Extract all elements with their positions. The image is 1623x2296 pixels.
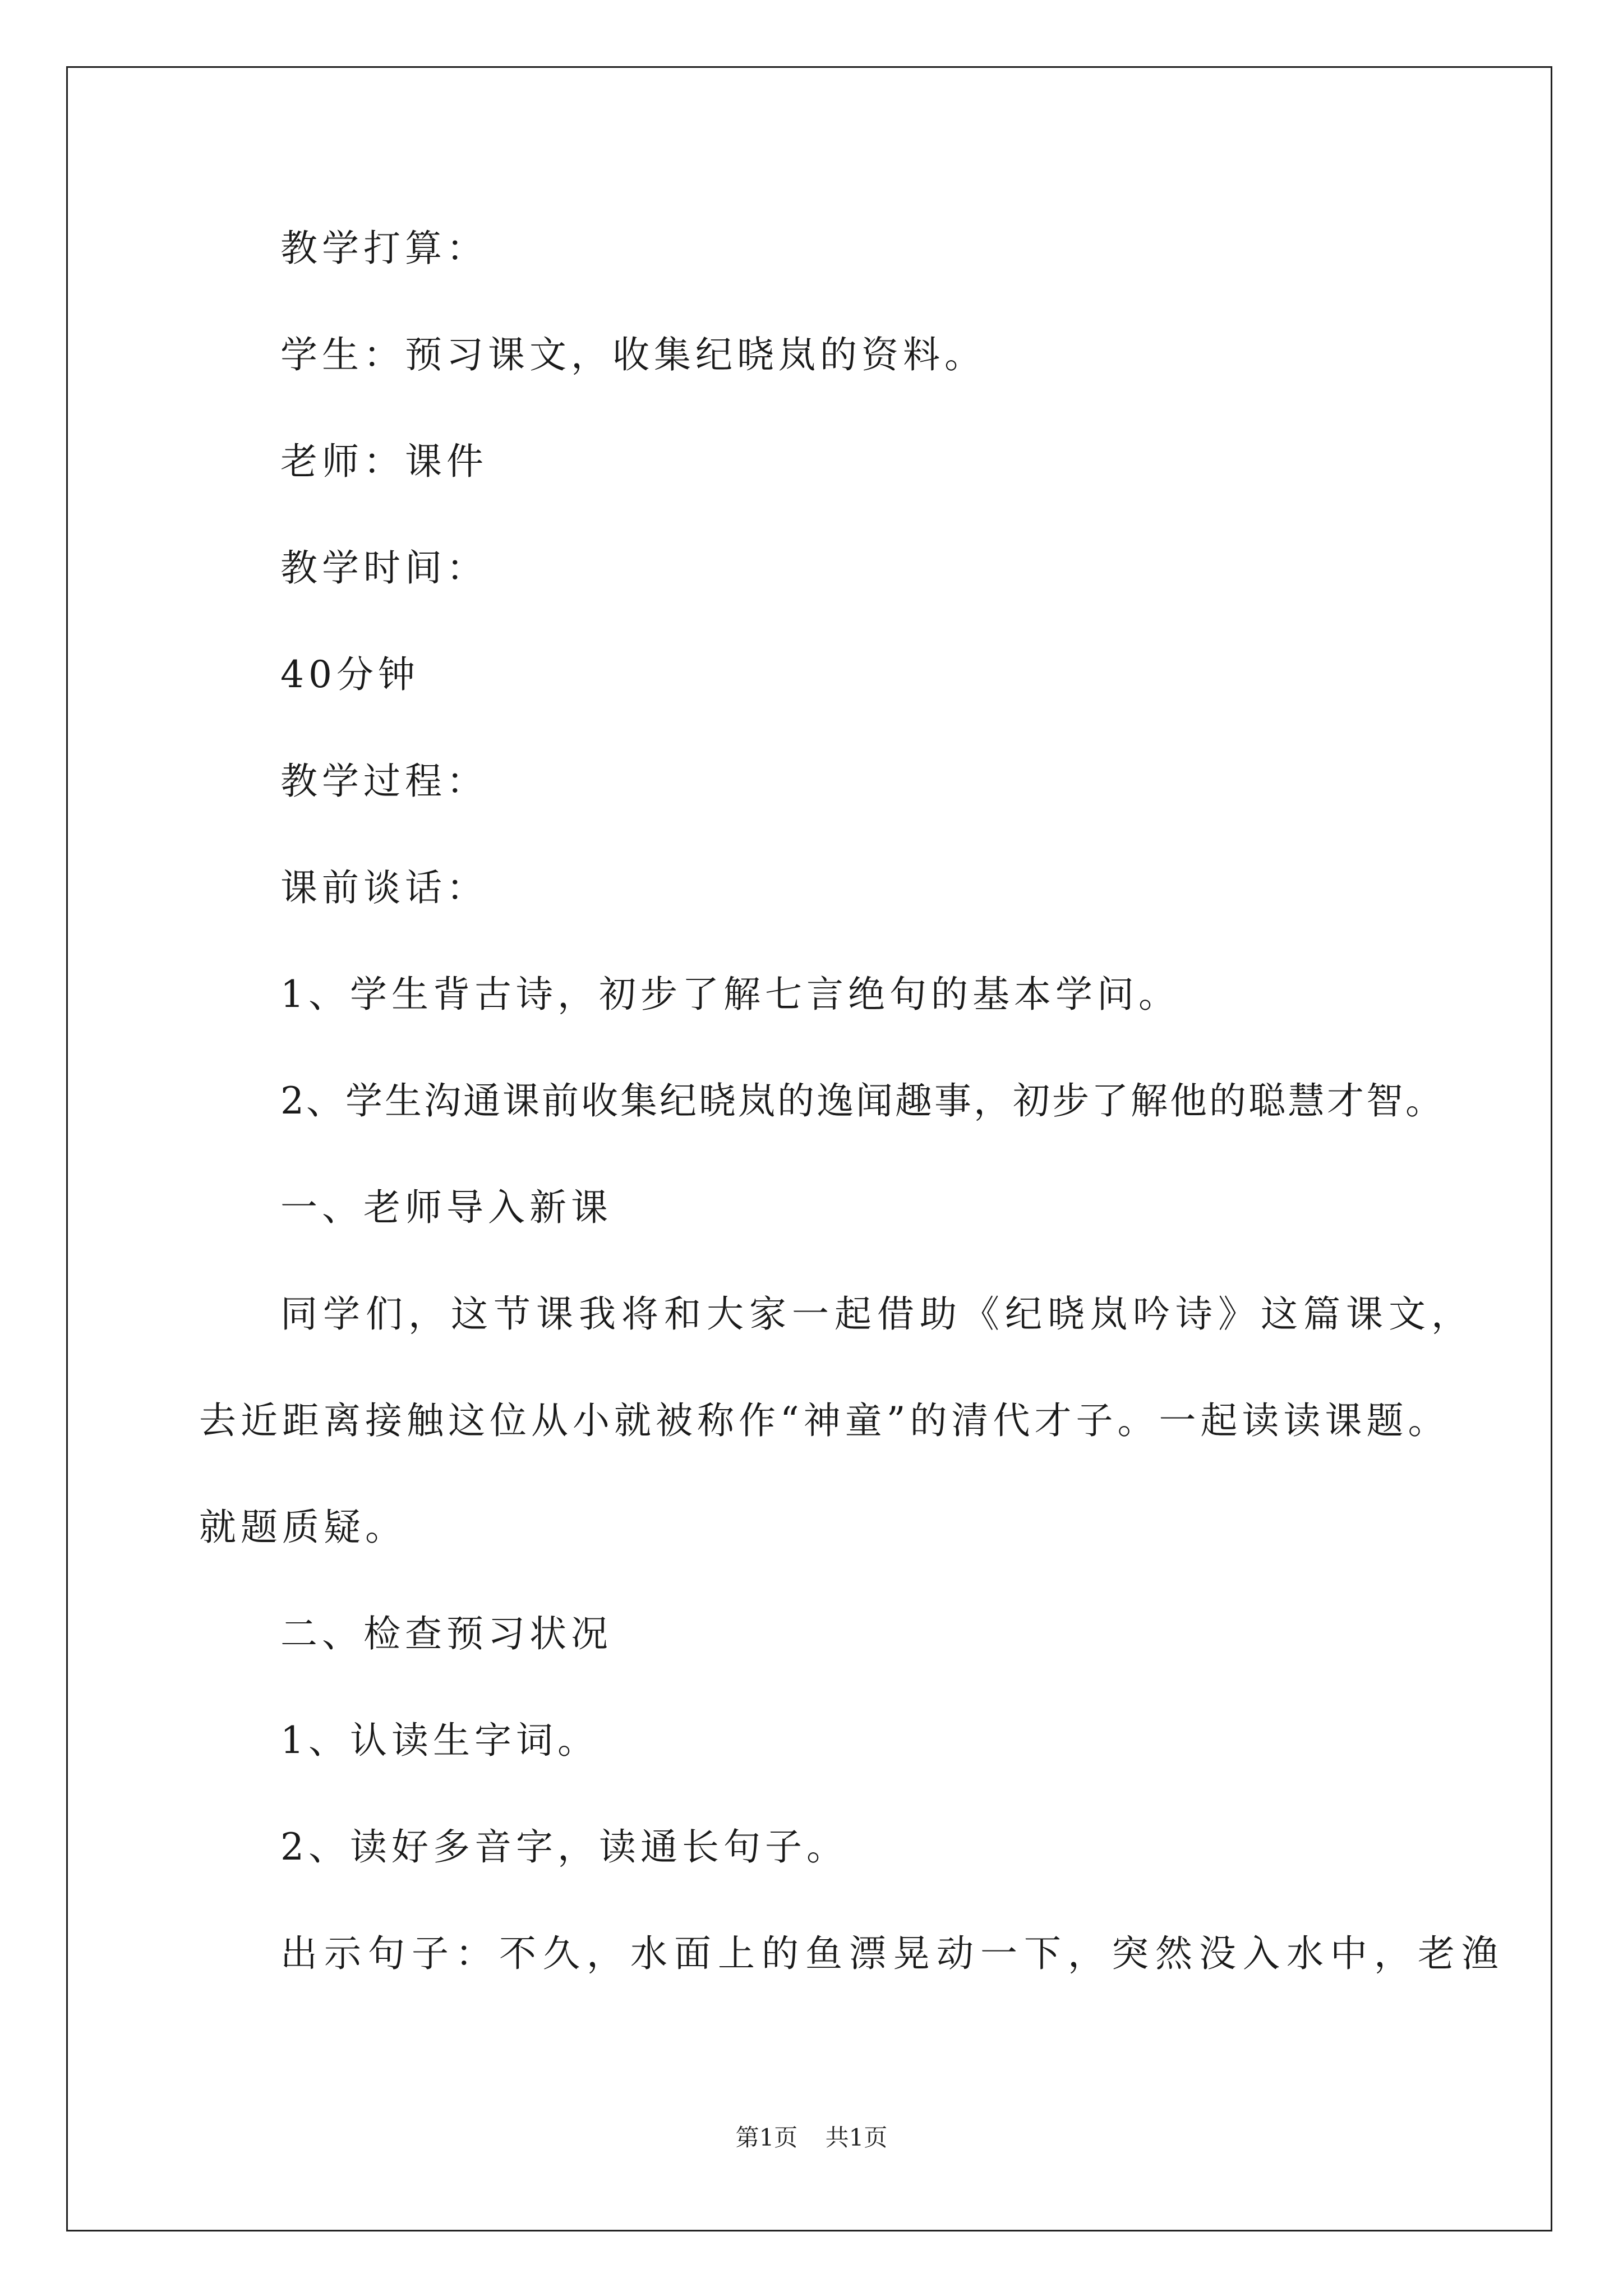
line-teaching-time: 教学时间：: [280, 546, 488, 590]
line-student-prep: 学生：预习课文，收集纪晓岚的资料。: [280, 333, 986, 376]
section-heading-2: 二、检查预习状况: [280, 1612, 612, 1655]
page-footer: [0, 2119, 1623, 2153]
line-item-1: 1、学生背古诗，初步了解七言绝句的基本学问。: [280, 973, 1180, 1016]
footer-total-pages: 共1页: [825, 2124, 888, 2151]
line-teaching-process: 教学过程：: [280, 760, 488, 803]
line-item-2: 2、学生沟通课前收集纪晓岚的逸闻趣事，初步了解他的聪慧才智。: [280, 1079, 1445, 1122]
footer-page-number: 第1页: [735, 2124, 798, 2151]
paragraph-intro-line-1: 同学们，这节课我将和大家一起借助《纪晓岚吟诗》这篇课文，: [280, 1292, 1474, 1336]
paragraph-intro-line-2: 去近距离接触这位从小就被称作“神童”的清代才子。一起读读课题。: [199, 1399, 1450, 1442]
line-pre-class-talk: 课前谈话：: [280, 866, 488, 909]
line-read-words: 1、认读生字词。: [280, 1719, 599, 1762]
line-duration: 40分钟: [280, 653, 419, 696]
paragraph-intro-line-3: 就题质疑。: [199, 1506, 407, 1549]
section-heading-1: 一、老师导入新课: [280, 1186, 612, 1229]
line-teacher-prep: 老师：课件: [280, 440, 488, 483]
line-show-sentence: 出示句子：不久，水面上的鱼漂晃动一下，突然没入水中，老渔: [280, 1932, 1505, 1975]
page-border: [66, 66, 1552, 2231]
line-read-sentences: 2、读好多音字，读通长句子。: [280, 1825, 848, 1869]
line-teaching-prep: 教学打算：: [280, 227, 488, 270]
